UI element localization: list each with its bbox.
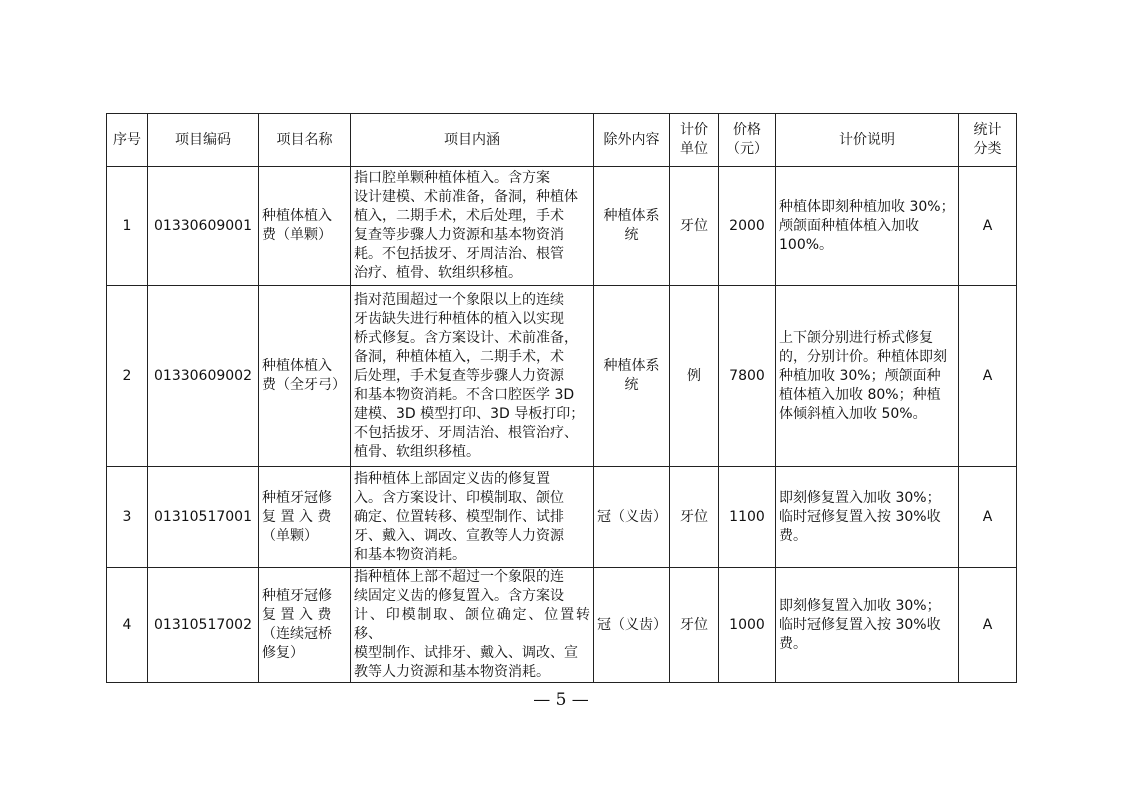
- header-price: [719, 114, 776, 167]
- fee-schedule-table: [106, 113, 1017, 683]
- row-excluded: 冠（义齿）: [594, 568, 670, 683]
- row-unit: 牙位: [670, 167, 719, 286]
- header-price-line2: （元）: [726, 141, 768, 157]
- row-code: 01310517001: [148, 467, 259, 568]
- row-price: 1000: [719, 568, 776, 683]
- row-note: 种植体即刻种植加收 30%； 颅颌面种植体植入加收 100%。: [776, 167, 959, 286]
- header-category-line1: 统计: [973, 122, 1002, 138]
- header-unit: [670, 114, 719, 167]
- row-excluded: 种植体系 统: [594, 167, 670, 286]
- row-unit: 例: [670, 286, 719, 467]
- header-category-line2: 分类: [973, 141, 1002, 157]
- row-content: 指种植体上部不超过一个象限的连 续固定义齿的修复置入。含方案设 计、印模制取、颌位确定、位置转移、 模型制作、试排牙、戴入、调改、宣 教等人力资源和基本物资消耗。: [351, 568, 594, 683]
- row-excluded: 冠（义齿）: [594, 467, 670, 568]
- row-code: 01310517002: [148, 568, 259, 683]
- row-seq: 4: [107, 568, 148, 683]
- header-name: 项目名称: [259, 114, 351, 167]
- header-code: 项目编码: [148, 114, 259, 167]
- table-row: [107, 167, 1017, 286]
- row-category: A: [959, 286, 1017, 467]
- row-content: 指对范围超过一个象限以上的连续 牙齿缺失进行种植体的植入以实现 桥式修复。含方案设计、术前准备， 备洞，种植体植入，二期手术，术 后处理，手术复查等步骤人力资源 和基本物资消耗。不含口腔医学 3D 建模、3D 模型打印、3D 导板打印； 不包括拔牙、牙周洁治、根管治疗、 植骨、软组织移植。: [351, 286, 594, 467]
- row-category: A: [959, 467, 1017, 568]
- row-content: 指种植体上部固定义齿的修复置 入。含方案设计、印模制取、颌位 确定、位置转移、模型制作、试排 牙、戴入、调改、宣教等人力资源 和基本物资消耗。: [351, 467, 594, 568]
- row-code: 01330609001: [148, 167, 259, 286]
- header-row: [107, 114, 1017, 167]
- header-price-line1: 价格: [733, 122, 761, 138]
- row-note: 上下颌分别进行桥式修复 的，分别计价。种植体即刻 种植加收 30%；颅颌面种 植体植入加收 80%；种植 体倾斜植入加收 50%。: [776, 286, 959, 467]
- row-seq: 1: [107, 167, 148, 286]
- table-row: [107, 568, 1017, 683]
- page-number: — 5 —: [533, 690, 589, 710]
- table-row: [107, 467, 1017, 568]
- row-unit: 牙位: [670, 467, 719, 568]
- header-category: [959, 114, 1017, 167]
- row-seq: 2: [107, 286, 148, 467]
- row-name: 种植体植入 费（全牙弓）: [259, 286, 351, 467]
- row-seq: 3: [107, 467, 148, 568]
- row-name: 种植牙冠修 复 置 入 费 （连续冠桥 修复）: [259, 568, 351, 683]
- row-code: 01330609002: [148, 286, 259, 467]
- row-price: 7800: [719, 286, 776, 467]
- header-content: 项目内涵: [351, 114, 594, 167]
- row-note: 即刻修复置入加收 30%； 临时冠修复置入按 30%收 费。: [776, 467, 959, 568]
- row-content: 指口腔单颗种植体植入。含方案 设计建模、术前准备，备洞，种植体 植入，二期手术，术后处理，手术 复查等步骤人力资源和基本物资消 耗。不包括拔牙、牙周洁治、根管 治疗、植骨、软组织移植。: [351, 167, 594, 286]
- header-seq: 序号: [107, 114, 148, 167]
- table-row: [107, 286, 1017, 467]
- header-note: 计价说明: [776, 114, 959, 167]
- row-name: 种植牙冠修 复 置 入 费 （单颗）: [259, 467, 351, 568]
- header-unit-line1: 计价: [680, 122, 708, 138]
- row-price: 2000: [719, 167, 776, 286]
- row-price: 1100: [719, 467, 776, 568]
- header-excluded: 除外内容: [594, 114, 670, 167]
- row-excluded: 种植体系 统: [594, 286, 670, 467]
- row-name: 种植体植入 费（单颗）: [259, 167, 351, 286]
- row-unit: 牙位: [670, 568, 719, 683]
- row-note: 即刻修复置入加收 30%； 临时冠修复置入按 30%收 费。: [776, 568, 959, 683]
- header-unit-line2: 单位: [680, 141, 708, 157]
- row-category: A: [959, 167, 1017, 286]
- row-category: A: [959, 568, 1017, 683]
